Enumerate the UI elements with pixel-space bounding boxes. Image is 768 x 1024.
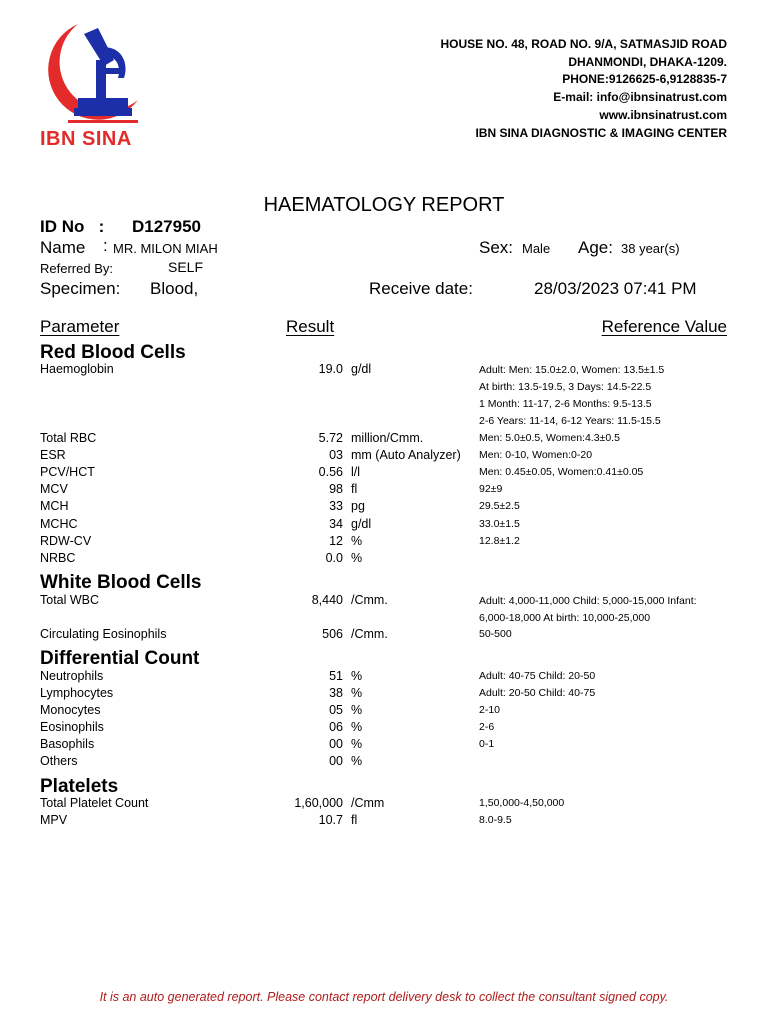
result-value: 03 bbox=[329, 448, 343, 462]
receive-date-label: Receive date: bbox=[369, 279, 473, 298]
email-line: E-mail: info@ibnsinatrust.com bbox=[553, 90, 727, 105]
table-row bbox=[0, 720, 768, 737]
parameter-name: MCV bbox=[40, 482, 68, 496]
reference-value: Adult: 4,000-11,000 Child: 5,000-15,000 Infant: bbox=[479, 595, 697, 607]
footer-note: It is an auto generated report. Please contact report delivery desk to collect the consultant signed copy. bbox=[99, 990, 669, 1004]
reference-value: 1 Month: 11-17, 2-6 Months: 9.5-13.5 bbox=[479, 398, 652, 410]
result-value: 51 bbox=[329, 669, 343, 683]
result-unit: /Cmm. bbox=[351, 627, 388, 641]
reference-value: 12.8±1.2 bbox=[479, 535, 520, 547]
result-value: 506 bbox=[322, 627, 343, 641]
specimen-label: Specimen: bbox=[40, 279, 121, 298]
reference-value: Men: 0-10, Women:0-20 bbox=[479, 449, 593, 461]
reference-value: Men: 0.45±0.05, Women:0.41±0.05 bbox=[479, 466, 644, 478]
result-value: 33 bbox=[329, 499, 343, 513]
result-value: 12 bbox=[329, 534, 343, 548]
parameter-name: MCHC bbox=[40, 517, 78, 531]
result-value: 1,60,000 bbox=[294, 796, 343, 810]
result-unit: fl bbox=[351, 482, 358, 496]
result-value: 34 bbox=[329, 517, 343, 531]
table-row bbox=[0, 796, 768, 813]
result-unit: g/dl bbox=[351, 517, 372, 531]
result-unit: g/dl bbox=[351, 362, 372, 376]
reference-value: Adult: Men: 15.0±2.0, Women: 13.5±1.5 bbox=[479, 364, 665, 376]
table-row bbox=[0, 813, 768, 830]
section-title-platelets: Platelets bbox=[40, 776, 119, 797]
table-row bbox=[0, 703, 768, 720]
table-row bbox=[0, 482, 768, 499]
parameter-name: MCH bbox=[40, 499, 69, 513]
column-header-result: Result bbox=[286, 317, 335, 336]
result-unit: /Cmm. bbox=[351, 593, 388, 607]
parameter-name: Haemoglobin bbox=[40, 362, 114, 376]
table-row bbox=[0, 499, 768, 516]
reference-value: Adult: 20-50 Child: 40-75 bbox=[479, 687, 596, 699]
website-line: www.ibnsinatrust.com bbox=[599, 107, 727, 122]
parameter-name: Total Platelet Count bbox=[40, 796, 149, 810]
result-value: 5.72 bbox=[318, 431, 343, 445]
column-header-parameter: Parameter bbox=[40, 317, 120, 336]
result-unit: % bbox=[351, 754, 363, 768]
reference-value: 29.5±2.5 bbox=[479, 500, 520, 512]
name-separator: : bbox=[103, 236, 108, 255]
sex-label: Sex: bbox=[479, 238, 514, 257]
result-unit: % bbox=[351, 703, 363, 717]
result-unit: % bbox=[351, 720, 363, 734]
result-unit: fl bbox=[351, 813, 358, 827]
result-value: 00 bbox=[329, 737, 343, 751]
result-unit: pg bbox=[351, 499, 365, 513]
table-row bbox=[0, 431, 768, 448]
center-name: IBN SINA DIAGNOSTIC & IMAGING CENTER bbox=[475, 125, 727, 140]
table-row bbox=[0, 686, 768, 703]
phone-line: PHONE:9126625-6,9128835-7 bbox=[562, 72, 727, 87]
parameter-name: RDW-CV bbox=[40, 534, 92, 548]
reference-value: 92±9 bbox=[479, 483, 503, 495]
reference-value: At birth: 13.5-19.5, 3 Days: 14.5-22.5 bbox=[479, 381, 652, 393]
parameter-name: ESR bbox=[40, 448, 66, 462]
reference-value: 33.0±1.5 bbox=[479, 518, 520, 530]
result-value: 10.7 bbox=[318, 813, 343, 827]
section-title-differential: Differential Count bbox=[40, 648, 200, 669]
reference-value: 0-1 bbox=[479, 738, 495, 750]
receive-date-value: 28/03/2023 07:41 PM bbox=[534, 279, 697, 298]
section-title-rbc: Red Blood Cells bbox=[40, 342, 186, 363]
parameter-name: Eosinophils bbox=[40, 720, 104, 734]
table-row bbox=[0, 551, 768, 568]
report-title: HAEMATOLOGY REPORT bbox=[263, 194, 505, 216]
result-value: 06 bbox=[329, 720, 343, 734]
parameter-name: Total WBC bbox=[40, 593, 100, 607]
table-row bbox=[0, 517, 768, 534]
result-unit: % bbox=[351, 737, 363, 751]
parameter-name: Lymphocytes bbox=[40, 686, 114, 700]
result-value: 8,440 bbox=[311, 593, 343, 607]
parameter-name: Circulating Eosinophils bbox=[40, 627, 167, 641]
clinic-address-block bbox=[441, 36, 727, 142]
reference-value: 2-6 bbox=[479, 721, 495, 733]
reference-value: 6,000-18,000 At birth: 10,000-25,000 bbox=[479, 612, 651, 624]
age-value: 38 year(s) bbox=[621, 241, 680, 256]
result-unit: mm (Auto Analyzer) bbox=[351, 448, 461, 462]
patient-name: MR. MILON MIAH bbox=[113, 241, 218, 256]
reference-value: 1,50,000-4,50,000 bbox=[479, 797, 565, 809]
result-value: 0.56 bbox=[318, 465, 343, 479]
table-row bbox=[0, 465, 768, 482]
reference-value: Adult: 40-75 Child: 20-50 bbox=[479, 670, 596, 682]
result-unit: % bbox=[351, 686, 363, 700]
parameter-name: Monocytes bbox=[40, 703, 101, 717]
table-row bbox=[0, 534, 768, 551]
id-value: D127950 bbox=[132, 217, 202, 236]
table-row bbox=[0, 669, 768, 686]
result-unit: % bbox=[351, 534, 363, 548]
parameter-name: Neutrophils bbox=[40, 669, 104, 683]
result-unit: /Cmm bbox=[351, 796, 385, 810]
referred-value: SELF bbox=[168, 259, 204, 275]
result-unit: million/Cmm. bbox=[351, 431, 424, 445]
parameter-name: Total RBC bbox=[40, 431, 97, 445]
result-unit: l/l bbox=[351, 465, 361, 479]
parameter-name: MPV bbox=[40, 813, 68, 827]
address-line: DHANMONDI, DHAKA-1209. bbox=[568, 54, 727, 69]
reference-value: 2-10 bbox=[479, 704, 501, 716]
column-header-reference: Reference Value bbox=[601, 317, 727, 336]
address-line: HOUSE NO. 48, ROAD NO. 9/A, SATMASJID ROAD bbox=[440, 37, 727, 51]
section-title-wbc: White Blood Cells bbox=[40, 572, 202, 593]
table-row bbox=[0, 627, 768, 644]
result-value: 98 bbox=[329, 482, 343, 496]
table-row bbox=[0, 754, 768, 771]
referred-label: Referred By: bbox=[40, 261, 113, 276]
id-label: ID No : bbox=[40, 217, 105, 236]
parameter-name: PCV/HCT bbox=[40, 465, 95, 479]
reference-value: Men: 5.0±0.5, Women:4.3±0.5 bbox=[479, 432, 620, 444]
name-label: Name bbox=[40, 238, 86, 257]
result-unit: % bbox=[351, 669, 363, 683]
specimen-value: Blood, bbox=[150, 279, 199, 298]
result-value: 38 bbox=[329, 686, 343, 700]
result-value: 00 bbox=[329, 754, 343, 768]
result-value: 05 bbox=[329, 703, 343, 717]
reference-value: 8.0-9.5 bbox=[479, 814, 512, 826]
logo-text: IBN SINA bbox=[40, 128, 132, 150]
table-row bbox=[0, 737, 768, 754]
parameter-name: Basophils bbox=[40, 737, 95, 751]
result-value: 0.0 bbox=[325, 551, 343, 565]
table-row bbox=[0, 448, 768, 465]
result-value: 19.0 bbox=[318, 362, 343, 376]
reference-value: 50-500 bbox=[479, 628, 512, 640]
age-label: Age: bbox=[578, 238, 613, 257]
reference-value: 2-6 Years: 11-14, 6-12 Years: 11.5-15.5 bbox=[479, 415, 661, 427]
sex-value: Male bbox=[522, 241, 551, 256]
result-unit: % bbox=[351, 551, 363, 565]
parameter-name: Others bbox=[40, 754, 78, 768]
parameter-name: NRBC bbox=[40, 551, 76, 565]
